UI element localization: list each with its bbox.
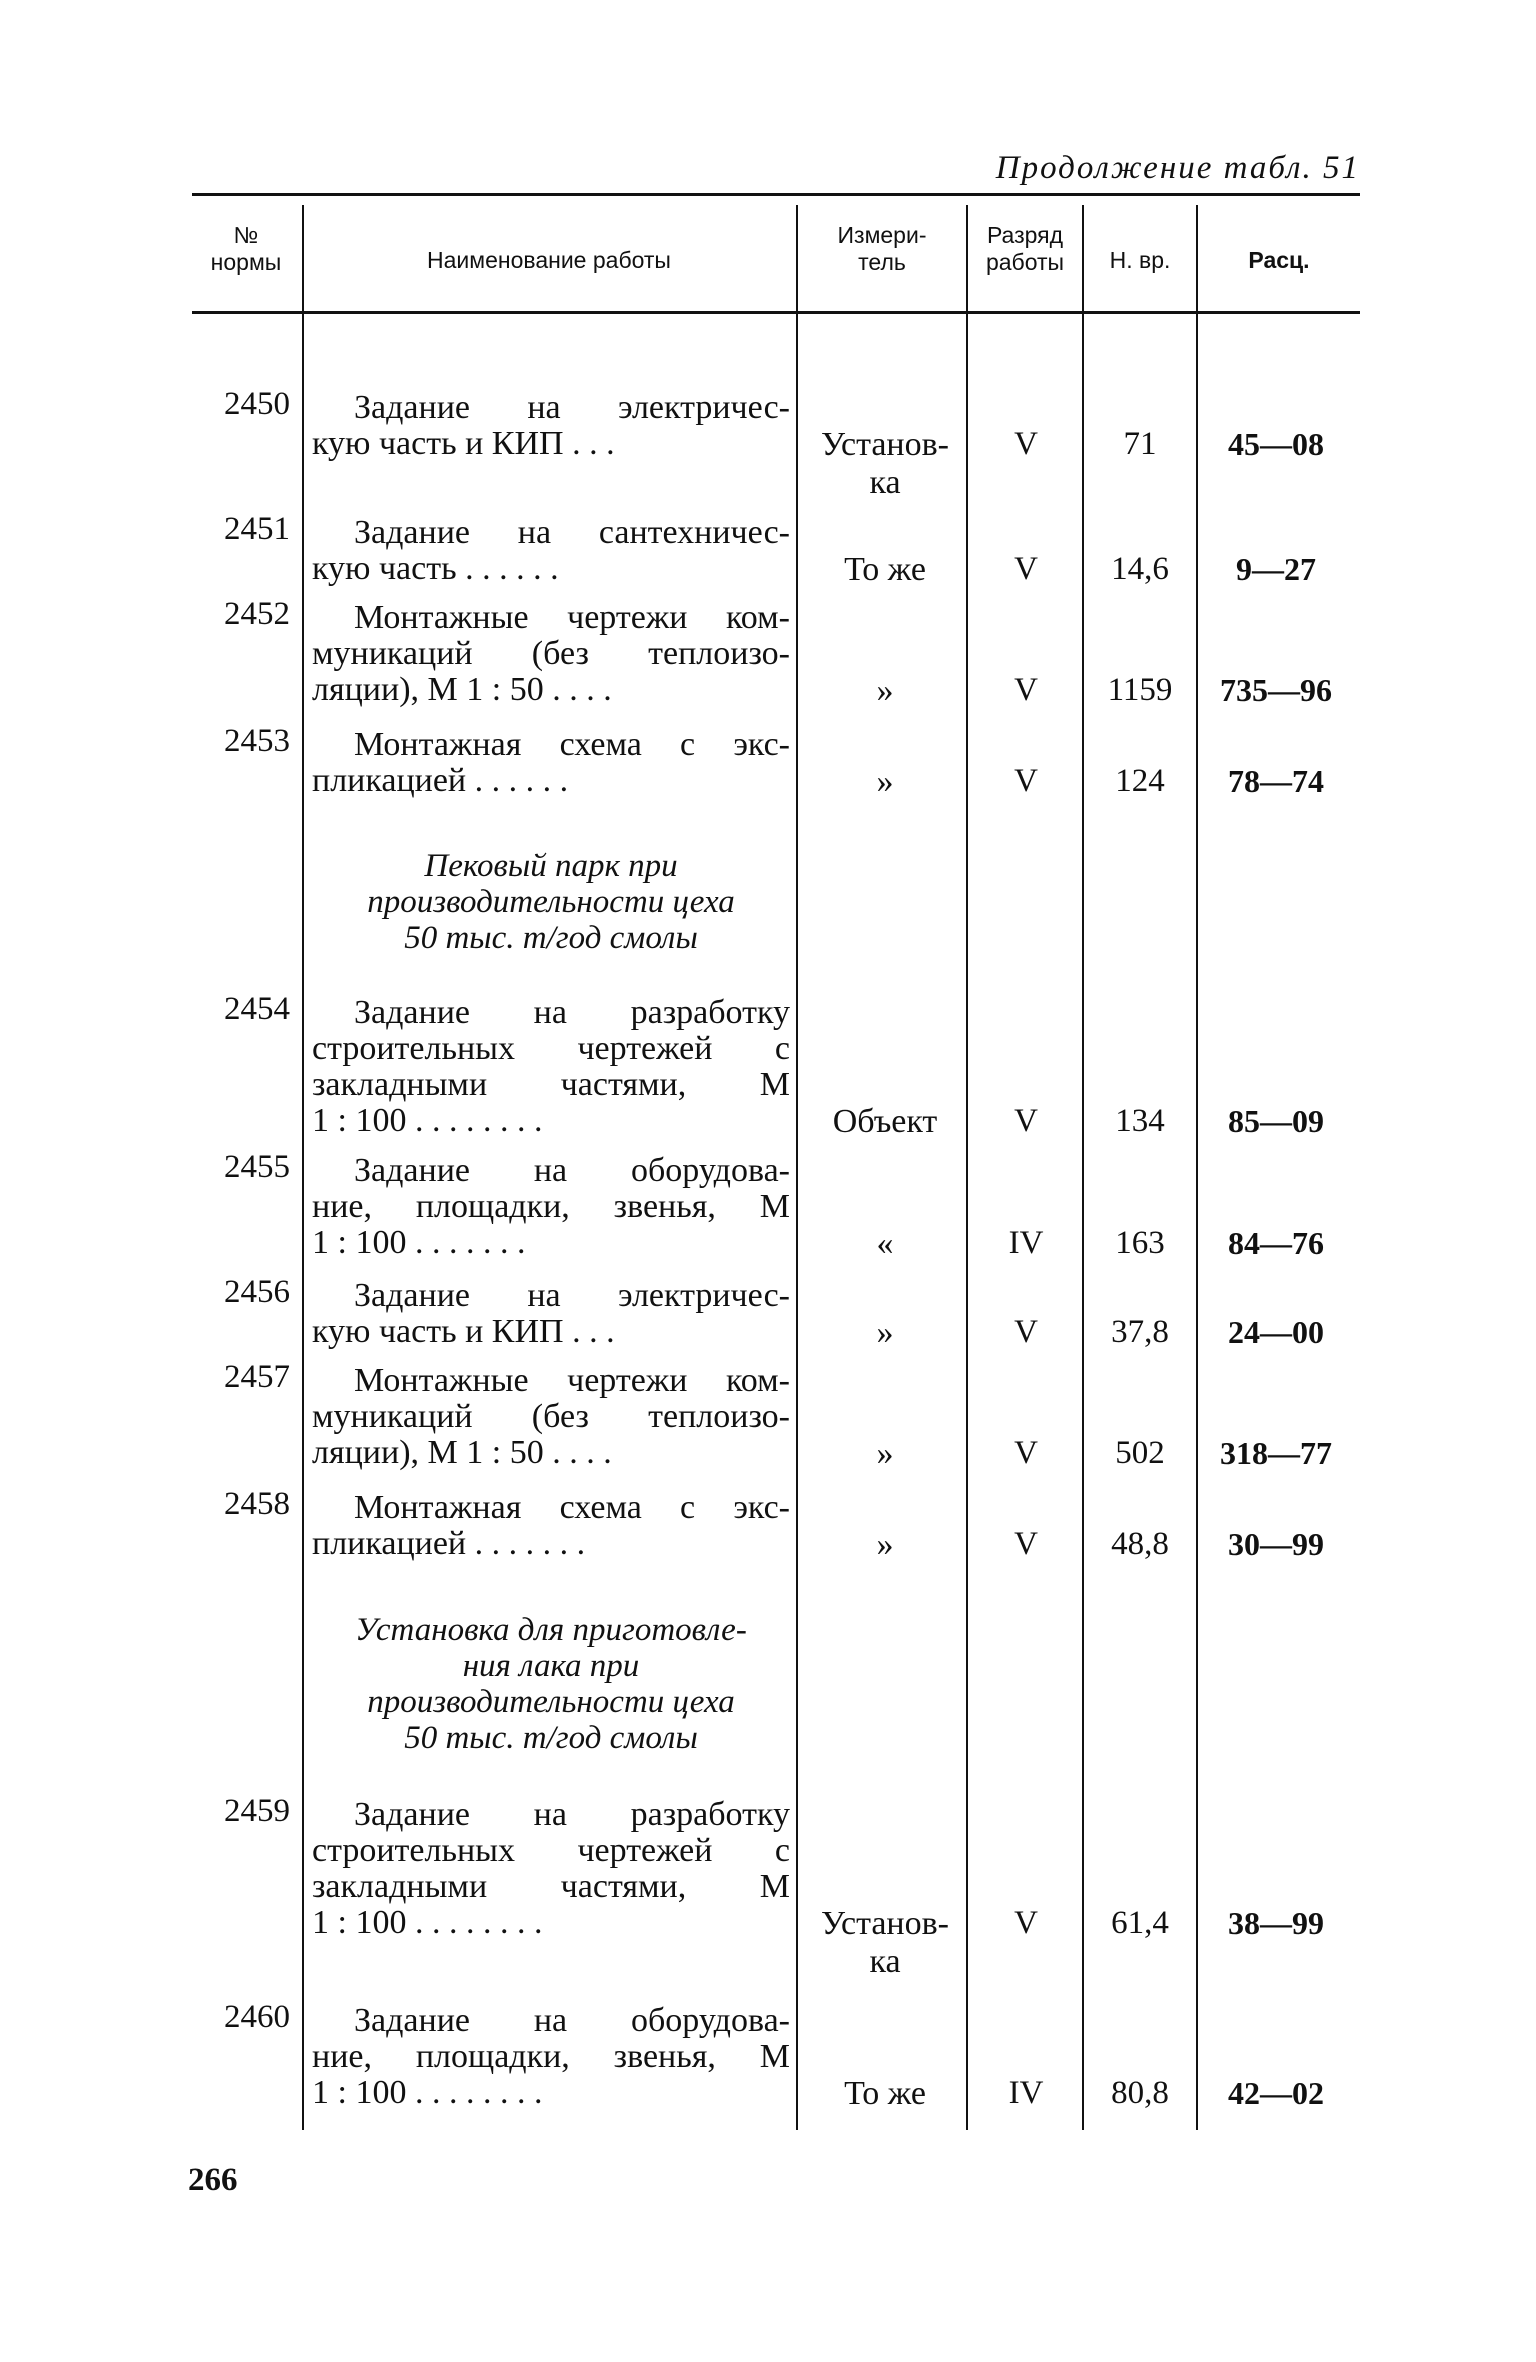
work-description [312, 1153, 790, 1261]
section-heading-line: ния лака при [462, 1648, 640, 1684]
unit-of-measure-line: « [876, 1225, 894, 1262]
norm-time: 71 [1123, 426, 1157, 462]
rate-value: 735—96 [1220, 672, 1332, 708]
unit-of-measure-line: » [876, 763, 894, 800]
work-description [312, 600, 790, 708]
unit-of-measure-line: » [876, 1314, 894, 1351]
unit-of-measure [800, 1103, 970, 1141]
work-description-line: пликацией . . . . . . . [312, 1526, 586, 1562]
section-heading [312, 848, 790, 956]
work-description-line: 1 : 100 . . . . . . . [312, 1225, 526, 1261]
unit-of-measure-line: То же [844, 2075, 926, 2112]
unit-of-measure-line: » [876, 1526, 894, 1563]
unit-of-measure-line: То же [844, 551, 926, 588]
work-grade: IV [1008, 1225, 1044, 1261]
rate-value: 84—76 [1228, 1225, 1324, 1261]
work-grade: V [1014, 1314, 1038, 1350]
norm-number: 2450 [224, 386, 290, 422]
header-norm-number-line1: № [233, 222, 259, 248]
norm-number: 2460 [224, 1999, 290, 2035]
norm-number: 2458 [224, 1486, 290, 1522]
norm-time: 124 [1115, 763, 1165, 799]
page-number: 266 [188, 2162, 238, 2198]
norm-time: 48,8 [1111, 1526, 1169, 1562]
work-description-line: закладными частями, М [312, 1067, 790, 1103]
norm-time: 1159 [1107, 672, 1173, 708]
work-description-line: Задание на электричес- [354, 390, 790, 426]
section-heading-line: 50 тыс. т/год смолы [404, 920, 698, 956]
header-grade [968, 222, 1082, 276]
header-grade-line2: работы [985, 249, 1065, 275]
header-norm-number [192, 222, 300, 276]
work-description [312, 2003, 790, 2111]
rate-value: 45—08 [1228, 426, 1324, 462]
rate-value: 38—99 [1228, 1905, 1324, 1941]
unit-of-measure-line: Установ- [820, 1905, 949, 1942]
unit-of-measure-line: » [876, 672, 894, 709]
work-description-line: Монтажная схема с экс- [354, 727, 790, 763]
norm-time: 14,6 [1111, 551, 1169, 587]
work-description-line: ляции), М 1 : 50 . . . . [312, 672, 612, 708]
unit-of-measure [800, 426, 970, 502]
unit-of-measure [800, 763, 970, 801]
work-description-line: закладными частями, М [312, 1869, 790, 1905]
work-description-line: ние, площадки, звенья, М [312, 1189, 790, 1225]
work-description [312, 727, 790, 799]
work-description [312, 1490, 790, 1562]
work-description [312, 995, 790, 1139]
work-description [312, 515, 790, 587]
work-grade: V [1014, 1103, 1038, 1139]
section-heading-line: Пековый парк при [424, 848, 678, 884]
norm-time: 61,4 [1111, 1905, 1169, 1941]
work-description-line: муникаций (без теплоизо- [312, 1399, 790, 1435]
norm-time: 163 [1115, 1225, 1165, 1261]
work-description-line: Монтажные чертежи ком- [354, 1363, 790, 1399]
header-unit-line1: Измери- [837, 222, 927, 248]
work-description-line: ние, площадки, звенья, М [312, 2039, 790, 2075]
work-grade: V [1014, 426, 1038, 462]
work-description-line: Задание на электричес- [354, 1278, 790, 1314]
unit-of-measure-line: Объект [832, 1103, 938, 1140]
rate-value: 42—02 [1228, 2075, 1324, 2111]
unit-of-measure [800, 672, 970, 710]
section-heading [312, 1612, 790, 1756]
column-divider [302, 205, 304, 2130]
work-grade: IV [1008, 2075, 1044, 2111]
unit-of-measure-line: Установ- [820, 426, 949, 463]
work-description-line: Задание на оборудова- [354, 2003, 790, 2039]
work-description-line: Монтажная схема с экс- [354, 1490, 790, 1526]
work-description-line: муникаций (без теплоизо- [312, 636, 790, 672]
work-description [312, 1278, 790, 1350]
unit-of-measure [800, 1526, 970, 1564]
work-description-line: ляции), М 1 : 50 . . . . [312, 1435, 612, 1471]
norm-time: 134 [1115, 1103, 1165, 1139]
work-description-line: Задание на оборудова- [354, 1153, 790, 1189]
unit-of-measure [800, 1225, 970, 1263]
work-grade: V [1014, 672, 1038, 708]
work-description [312, 390, 790, 462]
work-description-line: строительных чертежей с [312, 1031, 790, 1067]
norm-time: 37,8 [1111, 1314, 1169, 1350]
rate-value: 9—27 [1236, 551, 1316, 587]
unit-of-measure-line: ка [869, 1943, 901, 1980]
norm-number: 2459 [224, 1793, 290, 1829]
norm-number: 2451 [224, 511, 290, 547]
work-grade: V [1014, 1435, 1038, 1471]
norm-number: 2456 [224, 1274, 290, 1310]
work-description-line: Задание на сантехничес- [354, 515, 790, 551]
header-unit [798, 222, 966, 276]
header-grade-line1: Разряд [986, 222, 1064, 248]
unit-of-measure [800, 2075, 970, 2113]
rate-value: 318—77 [1220, 1435, 1332, 1471]
header-work-name: Наименование работы [427, 247, 671, 273]
column-divider [1196, 205, 1198, 2130]
work-description-line: пликацией . . . . . . [312, 763, 569, 799]
work-description-line: Монтажные чертежи ком- [354, 600, 790, 636]
table-top-rule [192, 193, 1360, 196]
section-heading-line: Установка для приготовле- [355, 1612, 747, 1648]
norm-number: 2457 [224, 1359, 290, 1395]
work-description-line: кую часть и КИП . . . [312, 426, 615, 462]
rate-value: 78—74 [1228, 763, 1324, 799]
section-heading-line: 50 тыс. т/год смолы [404, 1720, 698, 1756]
rate-value: 24—00 [1228, 1314, 1324, 1350]
unit-of-measure [800, 1314, 970, 1352]
unit-of-measure-line: » [876, 1435, 894, 1472]
rate-value: 85—09 [1228, 1103, 1324, 1139]
work-grade: V [1014, 1905, 1038, 1941]
norm-number: 2455 [224, 1149, 290, 1185]
header-unit-line2: тель [858, 249, 906, 275]
norm-number: 2453 [224, 723, 290, 759]
unit-of-measure-line: ка [869, 464, 901, 501]
work-description-line: 1 : 100 . . . . . . . . [312, 2075, 543, 2111]
norm-time: 80,8 [1111, 2075, 1169, 2111]
unit-of-measure [800, 551, 970, 589]
header-bottom-rule [192, 311, 1360, 314]
work-description-line: Задание на разработку [354, 1797, 790, 1833]
norm-number: 2454 [224, 991, 290, 1027]
section-heading-line: производительности цеха [367, 1684, 735, 1720]
work-description-line: Задание на разработку [354, 995, 790, 1031]
work-grade: V [1014, 1526, 1038, 1562]
table-caption: Продолжение табл. 51 [995, 150, 1360, 186]
header-norm-number-line2: нормы [210, 249, 282, 275]
work-description-line: 1 : 100 . . . . . . . . [312, 1905, 543, 1941]
unit-of-measure [800, 1435, 970, 1473]
work-description [312, 1363, 790, 1471]
work-description [312, 1797, 790, 1941]
column-divider [796, 205, 798, 2130]
norm-number: 2452 [224, 596, 290, 632]
column-divider [1082, 205, 1084, 2130]
work-grade: V [1014, 763, 1038, 799]
rate-value: 30—99 [1228, 1526, 1324, 1562]
header-norm-time: Н. вр. [1109, 247, 1171, 273]
work-description-line: кую часть и КИП . . . [312, 1314, 615, 1350]
header-rate: Расц. [1248, 247, 1310, 273]
section-heading-line: производительности цеха [367, 884, 735, 920]
unit-of-measure [800, 1905, 970, 1981]
work-description-line: кую часть . . . . . . [312, 551, 559, 587]
work-grade: V [1014, 551, 1038, 587]
norm-time: 502 [1115, 1435, 1165, 1471]
work-description-line: 1 : 100 . . . . . . . . [312, 1103, 543, 1139]
work-description-line: строительных чертежей с [312, 1833, 790, 1869]
